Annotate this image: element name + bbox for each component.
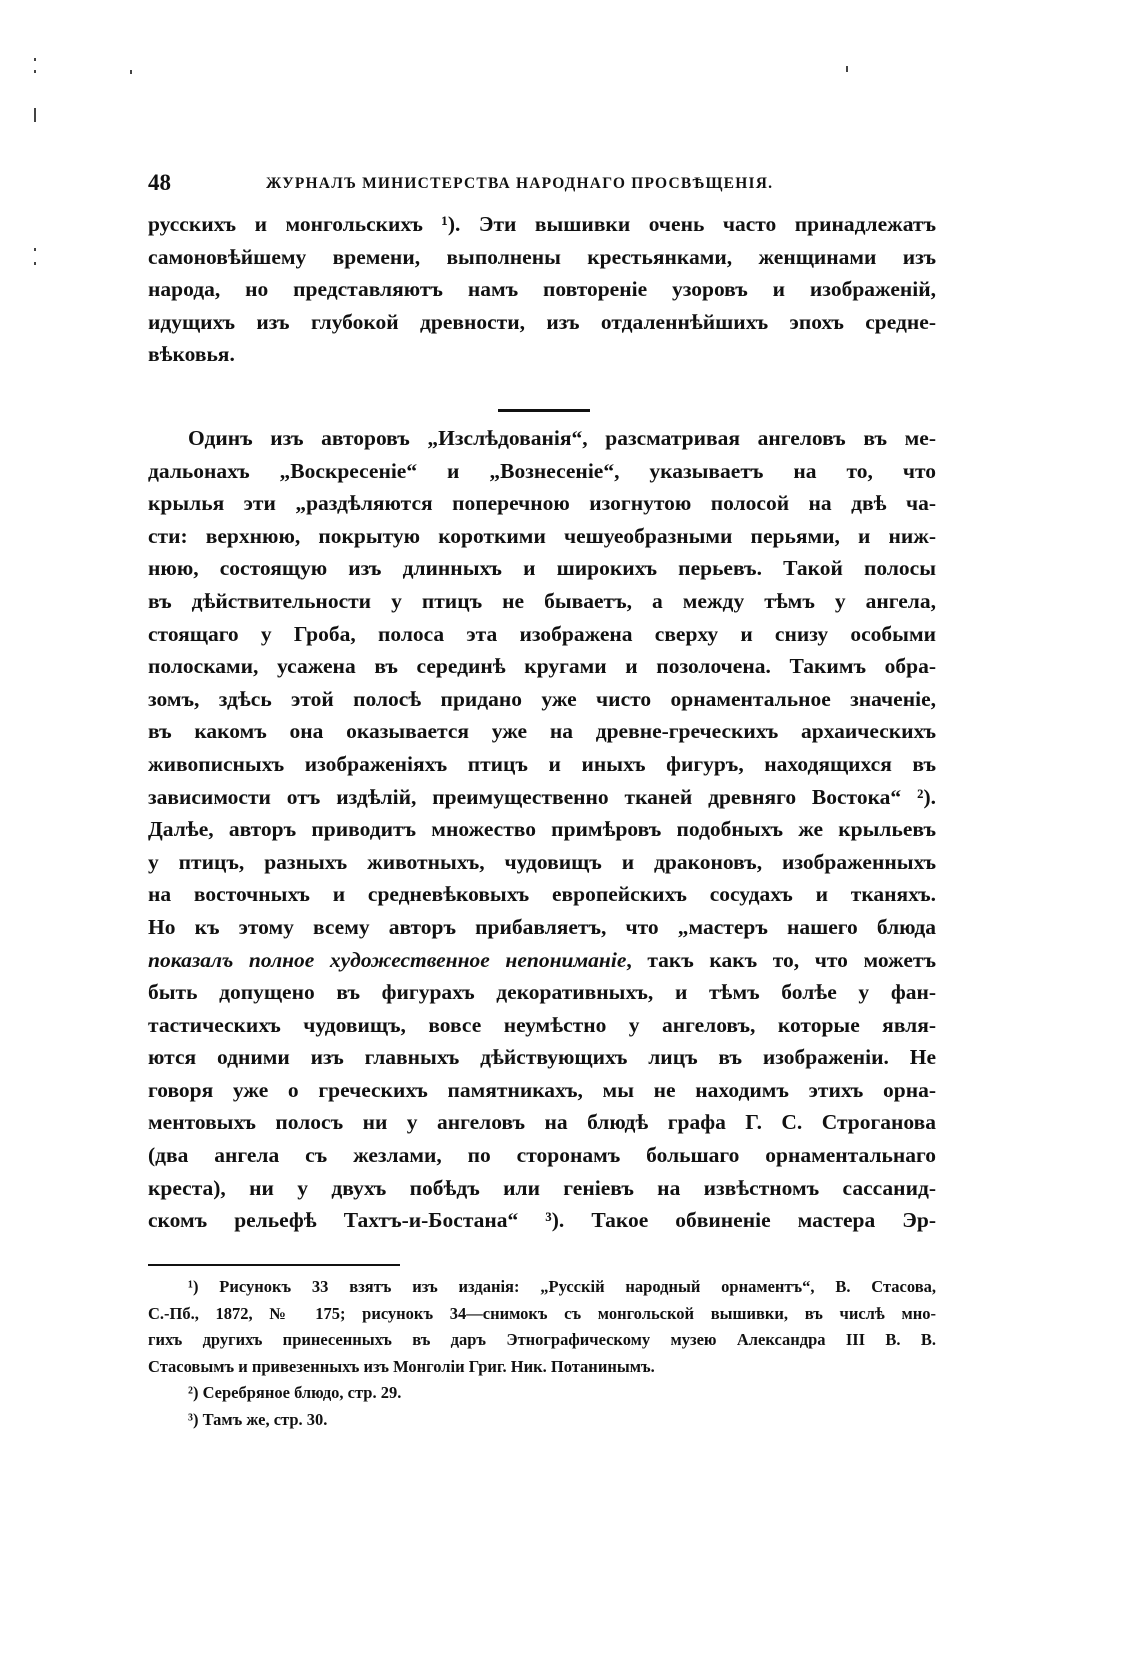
intro-paragraph [148, 208, 936, 371]
text-line: Но къ этому всему авторъ прибавляетъ, что „мастеръ нашего блюда [148, 914, 936, 939]
scan-speck [130, 70, 132, 74]
text-line: быть допущено въ фигурахъ декоративныхъ, и тѣмъ болѣе у фан- [148, 980, 936, 1005]
scan-speck [34, 58, 36, 61]
text-line: народа, но представляютъ намъ повтореніе узоровъ и изображеній, [148, 277, 936, 301]
text-line: у птицъ, разныхъ животныхъ, чудовищъ и драконовъ, изображенныхъ [148, 849, 936, 874]
text-line: ются одними изъ главныхъ дѣйствующихъ лицъ въ изображеніи. Не [148, 1045, 936, 1070]
text-line: Далѣе, авторъ приводитъ множество примѣровъ подобныхъ же крыльевъ [148, 817, 936, 842]
text-line: въ дѣйствительности у птицъ не бываетъ, а между тѣмъ у ангела, [148, 588, 936, 613]
footnote-rule [148, 1264, 400, 1266]
footnotes [148, 1274, 936, 1433]
scan-speck [34, 108, 36, 122]
text-line: креста), ни у двухъ побѣдъ или геніевъ на извѣстномъ сассанид- [148, 1175, 936, 1200]
scan-speck [34, 70, 36, 73]
text-line: скомъ рельефѣ Тахтъ-и-Бостана“ ³). Такое обвиненіе мастера Эр- [148, 1208, 936, 1233]
footnote-line: С.-Пб., 1872, № 175; рисунокъ 34—снимокъ съ монгольской вышивки, въ числѣ мно- [148, 1303, 936, 1323]
footnote-line: гихъ другихъ принесенныхъ въ даръ Этнографическому музею Александра III В. В. [148, 1330, 936, 1349]
text-line: зависимости отъ издѣлій, преимущественно тканей древняго Востока“ ²). [148, 784, 936, 809]
text-line: въ какомъ она оказывается уже на древне-греческихъ архаическихъ [148, 719, 936, 744]
italic-line-rest: , такъ какъ то, что можетъ [626, 947, 936, 972]
footnote-line: ²) Серебряное блюдо, стр. 29. [188, 1383, 402, 1402]
text-line: живописныхъ изображеніяхъ птицъ и иныхъ фигуръ, находящихся въ [148, 751, 936, 776]
page-number: 48 [148, 170, 171, 195]
text-line: на восточныхъ и средневѣковыхъ европейскихъ сосудахъ и тканяхъ. [148, 882, 936, 907]
footnote-line: ¹) Рисунокъ 33 взятъ изъ изданія: „Русскій народный орнаментъ“, В. Стасова, [188, 1277, 936, 1296]
text-line: сти: верхнюю, покрытую короткими чешуеобразными перьями, и ниж- [148, 523, 936, 548]
body-paragraph [148, 422, 936, 1237]
text-line: говоря уже о греческихъ памятникахъ, мы не находимъ этихъ орна- [148, 1077, 936, 1102]
italic-phrase: показалъ полное художественное непониманіе [148, 947, 627, 972]
section-divider [498, 409, 590, 412]
text-line: идущихъ изъ глубокой древности, изъ отдаленнѣйшихъ эпохъ средне- [148, 309, 936, 334]
text-line: полосками, усажена въ серединѣ кругами и позолочена. Такимъ обра- [148, 654, 936, 679]
text-line: самоновѣйшему времени, выполнены крестьянками, женщинами изъ [148, 244, 936, 269]
page-header [148, 170, 936, 200]
text-line: дальонахъ „Воскресеніе“ и „Вознесеніе“, указываетъ на то, что [148, 458, 936, 483]
running-head: ЖУРНАЛЪ МИНИСТЕРСТВА НАРОДНАГО ПРОСВѢЩЕНІЯ. [266, 175, 774, 192]
text-line-italic [148, 944, 936, 977]
text-line: нюю, состоящую изъ длинныхъ и широкихъ перьевъ. Такой полосы [148, 556, 936, 581]
scan-speck [846, 66, 848, 72]
text-line: Одинъ изъ авторовъ „Изслѣдованія“, разсматривая ангеловъ въ ме- [188, 426, 936, 450]
text-line: русскихъ и монгольскихъ ¹). Эти вышивки очень часто принадлежатъ [148, 212, 936, 236]
scan-speck [34, 262, 36, 265]
text-line: (два ангела съ жезлами, по сторонамъ большаго орнаментальнаго [148, 1143, 936, 1168]
text-line: крылья эти „раздѣляются поперечною изогнутою полосой на двѣ ча- [148, 491, 936, 516]
text-line: ментовыхъ полосъ ни у ангеловъ на блюдѣ графа Г. С. Строганова [148, 1110, 936, 1135]
footnote-line: ³) Тамъ же, стр. 30. [188, 1409, 328, 1429]
text-line: стоящаго у Гроба, полоса эта изображена сверху и снизу особыми [148, 621, 936, 646]
scan-speck [34, 248, 36, 251]
footnote-line: Стасовымъ и привезенныхъ изъ Монголіи Григ. Ник. Потанинымъ. [148, 1356, 655, 1376]
text-line: тастическихъ чудовищъ, вовсе неумѣстно у ангеловъ, которые явля- [148, 1012, 936, 1037]
text-line: зомъ, здѣсь этой полосѣ придано уже чисто орнаментальное значеніе, [148, 686, 936, 711]
text-line: вѣковья. [148, 342, 235, 366]
